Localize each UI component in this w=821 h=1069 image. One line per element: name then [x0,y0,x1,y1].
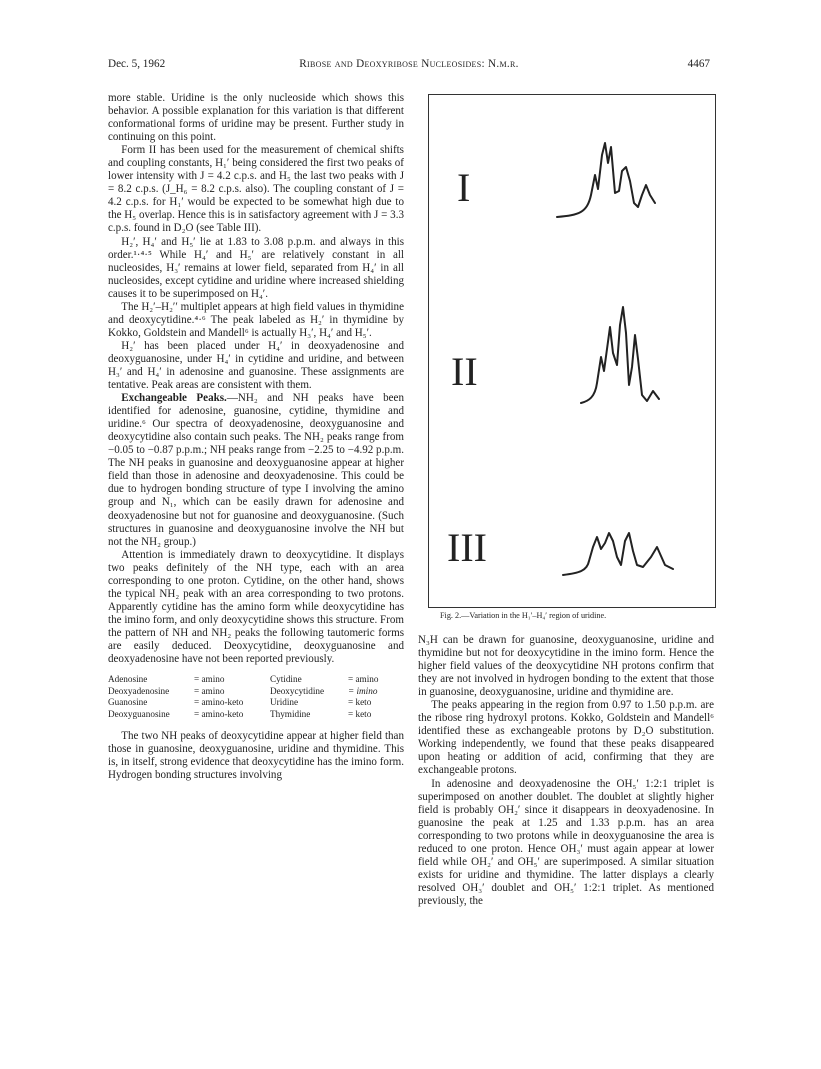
table-row [108,697,404,709]
spectrum-label-I: I [457,165,471,210]
paragraph [108,392,404,549]
table-cell: Uridine [270,697,299,708]
paragraph: more stable. Uridine is the only nucleoside which shows this behavior. A possible explanation for this variation is that different conformational forms of uridine may be present. Further study in continuing on this point. [108,92,404,144]
table-cell: = amino-keto [194,708,244,719]
page-number: 4467 [687,58,710,70]
table-cell: = amino [194,685,225,696]
table-cell: = keto [348,708,372,719]
table-cell: Deoxycytidine [270,685,325,696]
spectrum-label-III: III [447,525,487,570]
spectrum-trace-II [581,307,659,403]
table-row [108,674,404,686]
figure-2 [428,94,716,608]
paragraph: The peaks appearing in the region from 0.97 to 1.50 p.p.m. are the ribose ring hydroxyl protons. Kokko, Goldstein and Mandell⁶ identified these as exchangeable protons by D₂O substitution. Working independently, we found that these peaks disappeared upon heating or addition of acid, confirming that they are exchangeable protons. [418,699,714,777]
table-cell: = amino [194,674,225,685]
table-cell: Guanosine [108,697,148,708]
table-cell: Cytidine [270,674,302,685]
right-column [418,634,714,908]
table-row [108,686,404,698]
table-cell: Thymidine [270,708,311,719]
table-row [108,709,404,721]
table-cell: = keto [348,697,372,708]
spectrum-label-II: II [451,349,478,394]
figure-caption: Fig. 2.—Variation in the H₁′–H₄′ region of uridine. [440,611,607,620]
left-column [108,92,404,782]
paragraph-text: —NH₂ and NH peaks have been identified for adenosine, guanosine, cytidine, thymidine and uridine.⁶ Our spectra of deoxyadenosine, deoxyguanosine and deoxycytidine also contain such peaks. The NH₂ peaks range from −0.05 to −0.87 p.p.m.; NH peaks range from −2.25 to −4.92 p.p.m. The NH peaks in guanosine and deoxyguanosine appear at higher field than those in adenosine and deoxyadenosine. This could be due to hydrogen bonding structure of type I involving the amino group and N₁, which can be easily drawn for adenosine and deoxyadenosine but not for guanosine and deoxyguanosine. (Such structures in guanosine and deoxyguanosine involve the NH but not the NH₂ group.) [108,392,404,548]
paragraph: Attention is immediately drawn to deoxycytidine. It displays two peaks definitely of the NH type, each with an area corresponding to one proton. Cytidine, on the other hand, shows the typical NH₂ peak with an area corresponding to two protons. Apparently cytidine has the amino form while deoxycytidine has the imino form, and only deoxycytidine shows this structure. From the pattern of NH and NH₂ peaks the following tautomeric forms are easily deduced. Deoxycytidine, deoxyguanosine and deoxyadenosine have not been reported previously. [108,548,404,666]
paragraph: Form II has been used for the measurement of chemical shifts and coupling constants, H₁′ being considered the first two peaks of lower intensity with J = 4.2 c.p.s. and H₅ the last two peaks with J = 8.2 c.p.s. (J_H₆ = 8.2 c.p.s. also). The coupling constant of J = 4.2 c.p.s. for H₁′ would be expected to be somewhat high due to the H₅ overlap. Hence this is in satisfactory agreement with J = 3.3 c.p.s. found in D₂O (see Table III). [108,144,404,235]
paragraph: N₃H can be drawn for guanosine, deoxyguanosine, uridine and thymidine but not for deoxycytidine in the imino form. Hence the higher field values of the deoxycytidine NH protons confirm that they are not involved in hydrogen bonding to the extent that those in guanosine, deoxyguanosine, uridine and thymidine are. [418,634,714,699]
table-cell: = amino [348,674,379,685]
spectrum-trace-III [563,533,673,575]
header-date: Dec. 5, 1962 [108,58,166,70]
tautomer-table [108,674,404,720]
table-cell: Deoxyguanosine [108,708,170,719]
nmr-spectra-figure [429,95,715,607]
table-cell: = imino [348,685,378,696]
section-heading: Exchangeable Peaks. [121,392,227,405]
table-cell: Deoxyadenosine [108,685,170,696]
page-header [108,58,710,78]
spectrum-trace-I [557,143,655,217]
paragraph: The H₂′–H₂′′ multiplet appears at high field values in thymidine and deoxycytidine.⁴·⁶ The peak labeled as H₂′ in thymidine by Kokko, Goldstein and Mandell⁶ is actually H₃′, H₄′ and H₅′. [108,300,404,339]
table-cell: Adenosine [108,674,148,685]
header-title: Ribose and Deoxyribose Nucleosides: N.m.r. [299,58,519,70]
paragraph: In adenosine and deoxyadenosine the OH₅′ 1:2:1 triplet is superimposed on another doublet. The doublet at slightly higher field is probably OH₂′ since it disappears in deoxyadenosine. In guanosine the peak at 1.25 and 1.33 p.p.m. has an area corresponding to two protons while in deoxyguanosine the area is reduced to one proton. Hence OH₃′ must again appear at lower field while OH₂′ and OH₅′ are superimposed. A similar situation exists for uridine and thymidine. The latter displays a clearly resolved OH₃′ doublet and OH₅′ 1:2:1 triplet. As mentioned previously, the [418,777,714,907]
paragraph: H₂′, H₄′ and H₅′ lie at 1.83 to 3.08 p.p.m. and always in this order.¹·⁴·⁵ While H₄′ and H₅′ are relatively constant in all nucleosides, H₃′ remains at lower field, separated from H₄′ in all nucleosides, except cytidine and uridine where increased shielding causes it to be superimposed on H₄′. [108,235,404,300]
paragraph: The two NH peaks of deoxycytidine appear at higher field than those in guanosine, deoxyguanosine, uridine and thymidine. This is, in itself, strong evidence that deoxycytidine has the imino form. Hydrogen bonding structures involving [108,730,404,782]
paragraph: H₂′ has been placed under H₄′ in deoxyadenosine and deoxyguanosine, under H₄′ in cytidine and uridine, and between H₃′ and H₄′ in adenosine and guanosine. These assignments are tentative. Peak areas are consistent with them. [108,339,404,392]
table-cell: = amino-keto [194,697,244,708]
